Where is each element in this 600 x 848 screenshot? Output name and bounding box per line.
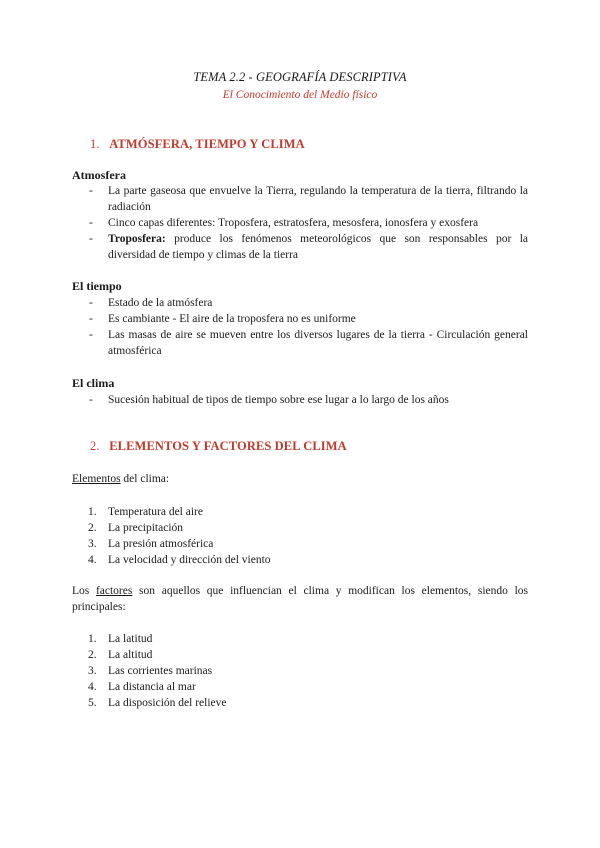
clima-heading: El clima — [72, 376, 115, 390]
section-2-title: ELEMENTOS Y FACTORES DEL CLIMA — [109, 439, 347, 453]
atmosfera-list — [72, 183, 528, 263]
list-item: - La parte gaseosa que envuelve la Tierra, regulando la temperatura de la tierra, filtrando la radiación — [89, 185, 528, 213]
document-subtitle: El Conocimiento del Medio físico — [222, 89, 378, 101]
elementos-term: Elementos — [72, 473, 121, 485]
elementos-intro: Elementos del clima: — [72, 473, 170, 485]
dash-marker: - — [89, 185, 93, 197]
dash-marker: - — [89, 297, 93, 309]
list-item: - Estado de la atmósfera — [89, 297, 213, 309]
list-item: - Cinco capas diferentes: Troposfera, estratosfera, mesosfera, ionosfera y exosfera — [89, 217, 479, 229]
list-item: 4. La distancia al mar — [88, 681, 196, 693]
list-item: - Sucesión habitual de tipos de tiempo sobre ese lugar a lo largo de los años — [89, 394, 449, 406]
section-2-number: 2. — [90, 439, 100, 453]
section-1-number: 1. — [90, 137, 100, 151]
atmosfera-heading: Atmosfera — [72, 168, 126, 182]
section-1-title: ATMÓSFERA, TIEMPO Y CLIMA — [109, 137, 305, 151]
list-item: - Es cambiante - El aire de la troposfera no es uniforme — [89, 313, 356, 325]
term-bold: Troposfera: — [108, 233, 166, 245]
dash-marker: - — [89, 329, 93, 341]
elementos-list — [72, 504, 528, 568]
section-1-heading — [90, 137, 305, 152]
dash-marker: - — [89, 394, 93, 406]
dash-marker: - — [89, 313, 93, 325]
list-item: 2. La precipitación — [88, 522, 184, 534]
factores-intro: Los factores son aquellos que influencian el clima y modifican los elementos, siendo los principales: — [72, 585, 528, 613]
list-item: 5. La disposición del relieve — [88, 697, 227, 709]
tiempo-list — [72, 295, 528, 359]
section-2-heading — [90, 439, 347, 454]
list-item: 1. La latitud — [88, 633, 153, 645]
tiempo-heading: El tiempo — [72, 279, 122, 293]
list-item: 4. La velocidad y dirección del viento — [88, 554, 271, 566]
dash-marker: - — [89, 217, 93, 229]
list-item: 3. La presión atmosférica — [88, 538, 214, 550]
dash-marker: - — [89, 233, 93, 245]
clima-list — [72, 392, 528, 408]
list-item: - Las masas de aire se mueven entre los diversos lugares de la tierra - Circulación general atmosférica — [89, 329, 528, 357]
factores-list — [72, 631, 528, 711]
document-title: TEMA 2.2 - GEOGRAFÍA DESCRIPTIVA — [193, 70, 407, 84]
list-item: - Troposfera: produce los fenómenos meteorológicos que son responsables por la diversidad de tiempo y climas de la tierra — [89, 233, 528, 261]
list-item: 2. La altitud — [88, 649, 153, 661]
list-item: 3. Las corrientes marinas — [88, 665, 213, 677]
factores-term: factores — [95, 585, 133, 597]
list-item: 1. Temperatura del aire — [88, 506, 203, 518]
